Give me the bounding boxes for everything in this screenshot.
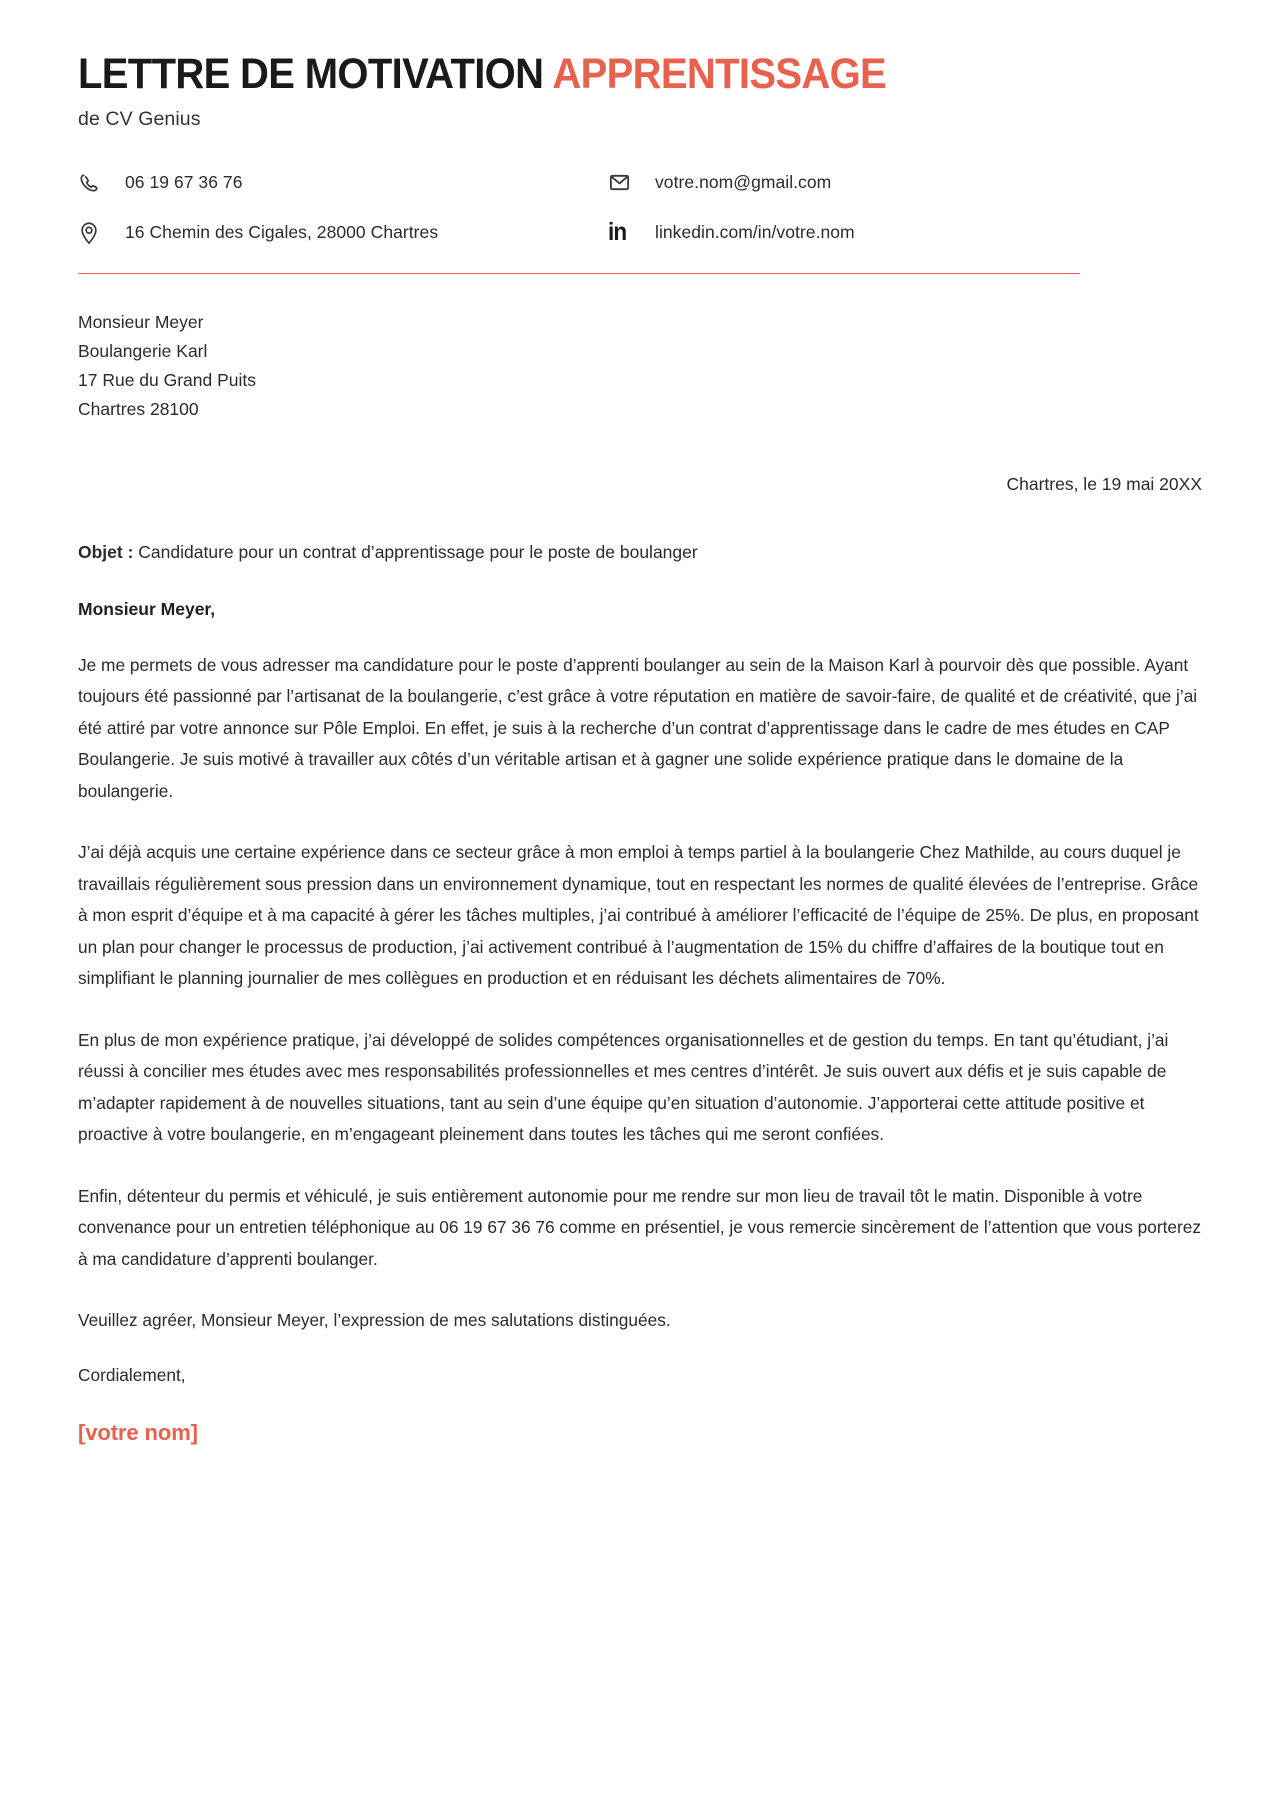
linkedin-icon-glyph: in bbox=[608, 218, 627, 247]
page-title bbox=[78, 52, 1123, 98]
contact-row-email[interactable] bbox=[608, 169, 1202, 197]
body-paragraph-1: Je me permets de vous adresser ma candidature pour le poste d’apprenti boulanger au sein de la Maison Karl à pourvoir dès que possible. Ayant toujours été passionné par l’artisanat de la boulangerie, c’est grâce à votre réputation en matière de savoir-faire, de qualité et de créativité, que j’ai été attiré par votre annonce sur Pôle Emploi. En effet, je suis à la recherche d’un contrat d’apprentissage dans le cadre de mes études en CAP Boulangerie. Je suis motivé à travailler aux côtés d’un véritable artisan et à gagner une solide expérience pratique dans le domaine de la boulangerie. bbox=[78, 654, 1198, 801]
salutation: Monsieur Meyer, bbox=[78, 598, 216, 619]
recipient-line-street: 17 Rue du Grand Puits bbox=[78, 369, 257, 390]
contact-linkedin-text: linkedin.com/in/votre.nom bbox=[655, 222, 855, 243]
body-paragraph-4: Enfin, détenteur du permis et véhiculé, je suis entièrement autonomie pour me rendre sur mon lieu de travail tôt le matin. Disponible à votre convenance pour un entretien téléphonique au 06 19 67 36 76 comme en présentiel, je vous remercie sincèrement de l’attention que vous porterez à ma candidature d’apprenti boulanger. bbox=[78, 1185, 1202, 1269]
date-line: Chartres, le 19 mai 20XX bbox=[1006, 473, 1202, 494]
recipient-block bbox=[78, 308, 1202, 424]
subject-label: Objet : bbox=[78, 541, 134, 562]
linkedin-icon bbox=[608, 219, 638, 247]
recipient-line-name: Monsieur Meyer bbox=[78, 311, 204, 332]
page-title-accent: APPRENTISSAGE bbox=[552, 50, 887, 98]
header-divider bbox=[78, 273, 1080, 274]
page-subtitle: de CV Genius bbox=[78, 107, 201, 130]
contact-email-text: votre.nom@gmail.com bbox=[655, 172, 832, 193]
contact-row-address[interactable] bbox=[78, 219, 608, 247]
contact-row-phone[interactable] bbox=[78, 169, 608, 197]
contact-address-text: 16 Chemin des Cigales, 28000 Chartres bbox=[125, 222, 439, 243]
recipient-line-city: Chartres 28100 bbox=[78, 398, 199, 419]
body-paragraph-3: En plus de mon expérience pratique, j’ai développé de solides compétences organisationnelles et de gestion du temps. En tant qu’étudiant, j’ai réussi à concilier mes études avec mes responsabilités professionnelles et mes centres d’intérêt. Je suis ouvert aux défis et je suis capable de m’adapter rapidement à de nouvelles situations, tant au sein d’une équipe qu’en situation d’autonomie. J’apporterai cette attitude positive et proactive à votre boulangerie, en m’engageant pleinement dans toutes les tâches qui me seront confiées. bbox=[78, 1029, 1169, 1145]
body-paragraph-2: J’ai déjà acquis une certaine expérience dans ce secteur grâce à mon emploi à temps partiel à la boulangerie Chez Mathilde, au cours duquel je travaillais régulièrement sous pression dans un environnement dynamique, tout en respectant les normes de qualité élevées de l’entreprise. Grâce à mon esprit d’équipe et à ma capacité à gérer les tâches multiples, j’ai contribué à améliorer l’efficacité de l’équipe de 25%. De plus, en proposant un plan pour changer le processus de production, j’ai activement contribué à l’augmentation de 15% du chiffre d’affaires de la boutique tout en simplifiant le planning journalier de mes collègues en production et en réduisant les déchets alimentaires de 70%. bbox=[78, 842, 1199, 989]
contact-phone-text: 06 19 67 36 76 bbox=[125, 172, 243, 193]
letter-header bbox=[78, 0, 1202, 131]
closing-line: Veuillez agréer, Monsieur Meyer, l’expression de mes salutations distinguées. bbox=[78, 1310, 671, 1331]
location-pin-icon bbox=[78, 219, 108, 247]
signoff-line: Cordialement, bbox=[78, 1364, 186, 1385]
contact-details bbox=[78, 169, 1202, 247]
page-title-main: LETTRE DE MOTIVATION bbox=[78, 50, 544, 98]
email-icon bbox=[608, 169, 638, 197]
contact-row-linkedin[interactable] bbox=[608, 219, 1202, 247]
subject-line bbox=[78, 542, 1202, 563]
recipient-line-company: Boulangerie Karl bbox=[78, 340, 208, 361]
subject-text: Candidature pour un contrat d’apprentissage pour le poste de boulanger bbox=[133, 541, 698, 562]
phone-icon bbox=[78, 169, 108, 197]
signature-name: [votre nom] bbox=[78, 1419, 198, 1445]
